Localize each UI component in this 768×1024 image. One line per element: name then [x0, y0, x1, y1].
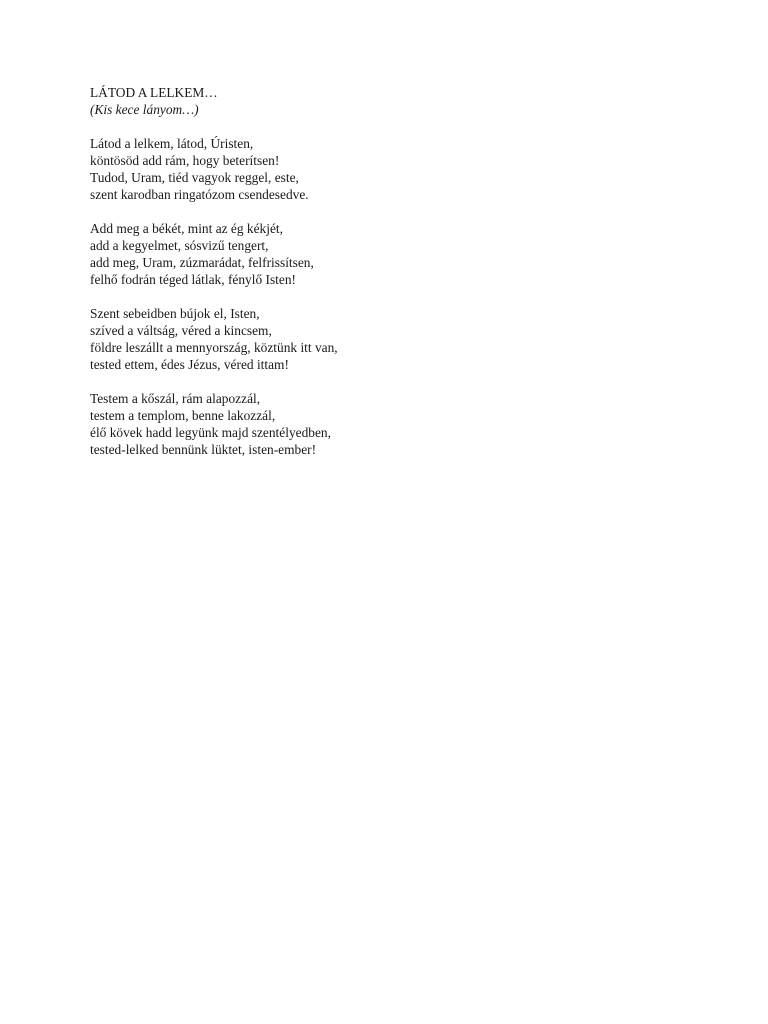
poem-line: szent karodban ringatózom csendesedve.: [90, 187, 309, 202]
poem-line: testem a templom, benne lakozzál,: [90, 408, 276, 423]
poem-subtitle: (Kis kece lányom…): [90, 102, 199, 117]
poem-title: LÁTOD A LELKEM…: [90, 85, 218, 100]
stanza-1: [90, 135, 730, 203]
poem-line: Tudod, Uram, tiéd vagyok reggel, este,: [90, 170, 299, 185]
poem-line: Testem a kőszál, rám alapozzál,: [90, 391, 261, 406]
poem-line: köntösöd add rám, hogy beterítsen!: [90, 153, 280, 168]
stanza-3: [90, 305, 730, 373]
poem-line: földre leszállt a mennyország, köztünk itt van,: [90, 340, 338, 355]
poem-line: szíved a váltság, véred a kincsem,: [90, 323, 272, 338]
poem-line: add meg, Uram, zúzmarádat, felfrissítsen,: [90, 255, 314, 270]
poem-line: tested ettem, édes Jézus, véred ittam!: [90, 357, 289, 372]
poem-line: Add meg a békét, mint az ég kékjét,: [90, 221, 283, 236]
stanza-4: [90, 390, 730, 458]
poem-line: élő kövek hadd legyünk majd szentélyedben,: [90, 425, 331, 440]
poem-line: add a kegyelmet, sósvizű tengert,: [90, 238, 269, 253]
document-page: [90, 84, 730, 475]
poem-line: Látod a lelkem, látod, Úristen,: [90, 136, 254, 151]
stanza-2: [90, 220, 730, 288]
poem-line: Szent sebeidben bújok el, Isten,: [90, 306, 260, 321]
poem-line: tested-lelked bennünk lüktet, isten-ember!: [90, 442, 317, 457]
poem-line: felhő fodrán téged látlak, fénylő Isten!: [90, 272, 296, 287]
